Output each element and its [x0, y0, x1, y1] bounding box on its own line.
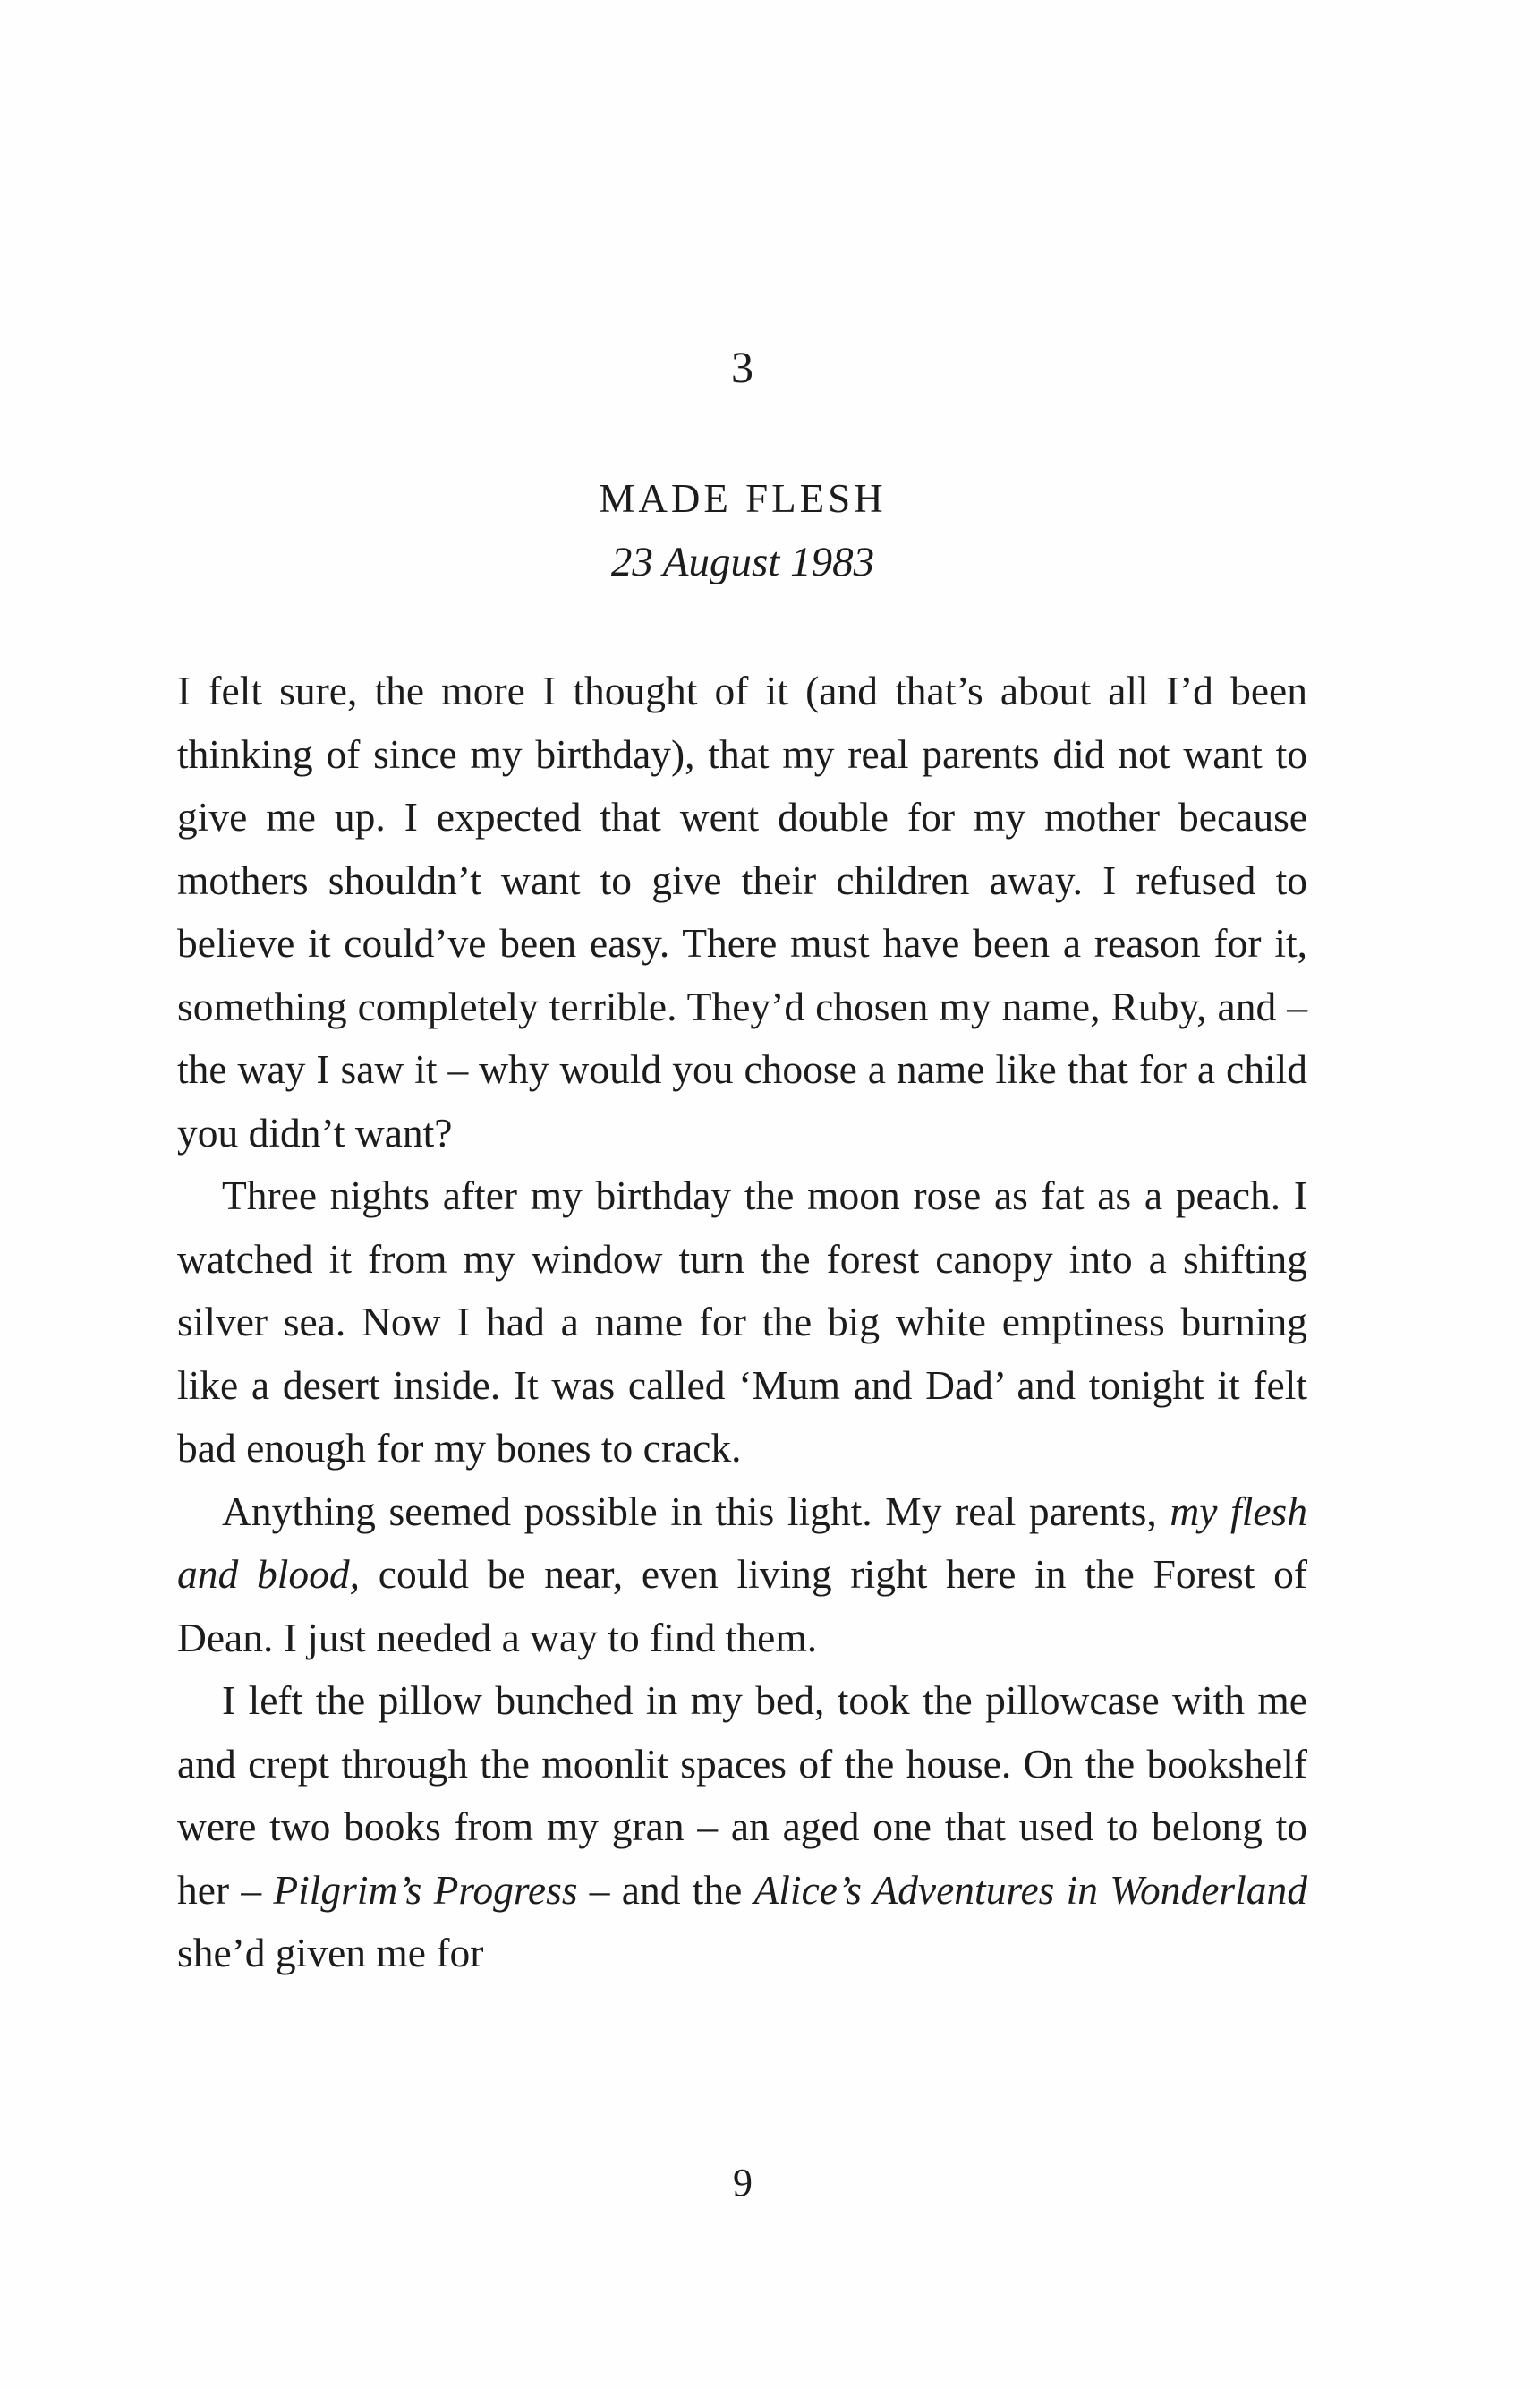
paragraph-3-emphasis: my flesh and blood, [177, 1488, 1307, 1597]
paragraph-3-text-b: could be near, even living right here in the Forest of Dean. I just needed a way to find them. [177, 1551, 1307, 1660]
chapter-date: 23 August 1983 [610, 539, 875, 585]
page-number: 9 [733, 2161, 753, 2205]
paragraph-3-text-a: Anything seemed possible in this light. My real parents, [222, 1488, 1157, 1534]
chapter-number: 3 [731, 342, 754, 392]
paragraph-1: I felt sure, the more I thought of it (and that’s about all I’d been thinking of since my birthday), that my real parents did not want to give me up. I expected that went double for my mother because mothers shouldn’t want to give their children away. I refused to believe it could’ve been easy. There must have been a reason for it, something completely terrible. They’d chosen my name, Ruby, and – the way I saw it – why would you choose a name like that for a child you didn’t want? [177, 668, 1307, 1156]
paragraph-4-text-a: I left the pillow bunched in my bed, took the pillowcase with me and crept through the moonlit spaces of the house. On the bookshelf were two books from my gran – an aged one that used to belong to her – [177, 1677, 1307, 1913]
book-title-pilgrims-progress: Pilgrim’s Progress [273, 1866, 578, 1913]
chapter-title: MADE FLESH [599, 476, 887, 521]
paragraph-4-text-b: – and the [589, 1866, 743, 1913]
paragraph-2: Three nights after my birthday the moon rose as fat as a peach. I watched it from my window turn the forest canopy into a shifting silver sea. Now I had a name for the big white emptiness burning like a desert inside. It was called ‘Mum and Dad’ and tonight it felt bad enough for my bones to crack. [177, 1173, 1307, 1471]
book-title-alices-adventures: Alice’s Adventures in Wonderland [753, 1866, 1307, 1913]
paragraph-4 [177, 1669, 1307, 1985]
paragraph-3 [177, 1480, 1307, 1670]
paragraph-4-text-c: she’d given me for [177, 1930, 484, 1975]
chapter-body [177, 660, 1307, 1985]
